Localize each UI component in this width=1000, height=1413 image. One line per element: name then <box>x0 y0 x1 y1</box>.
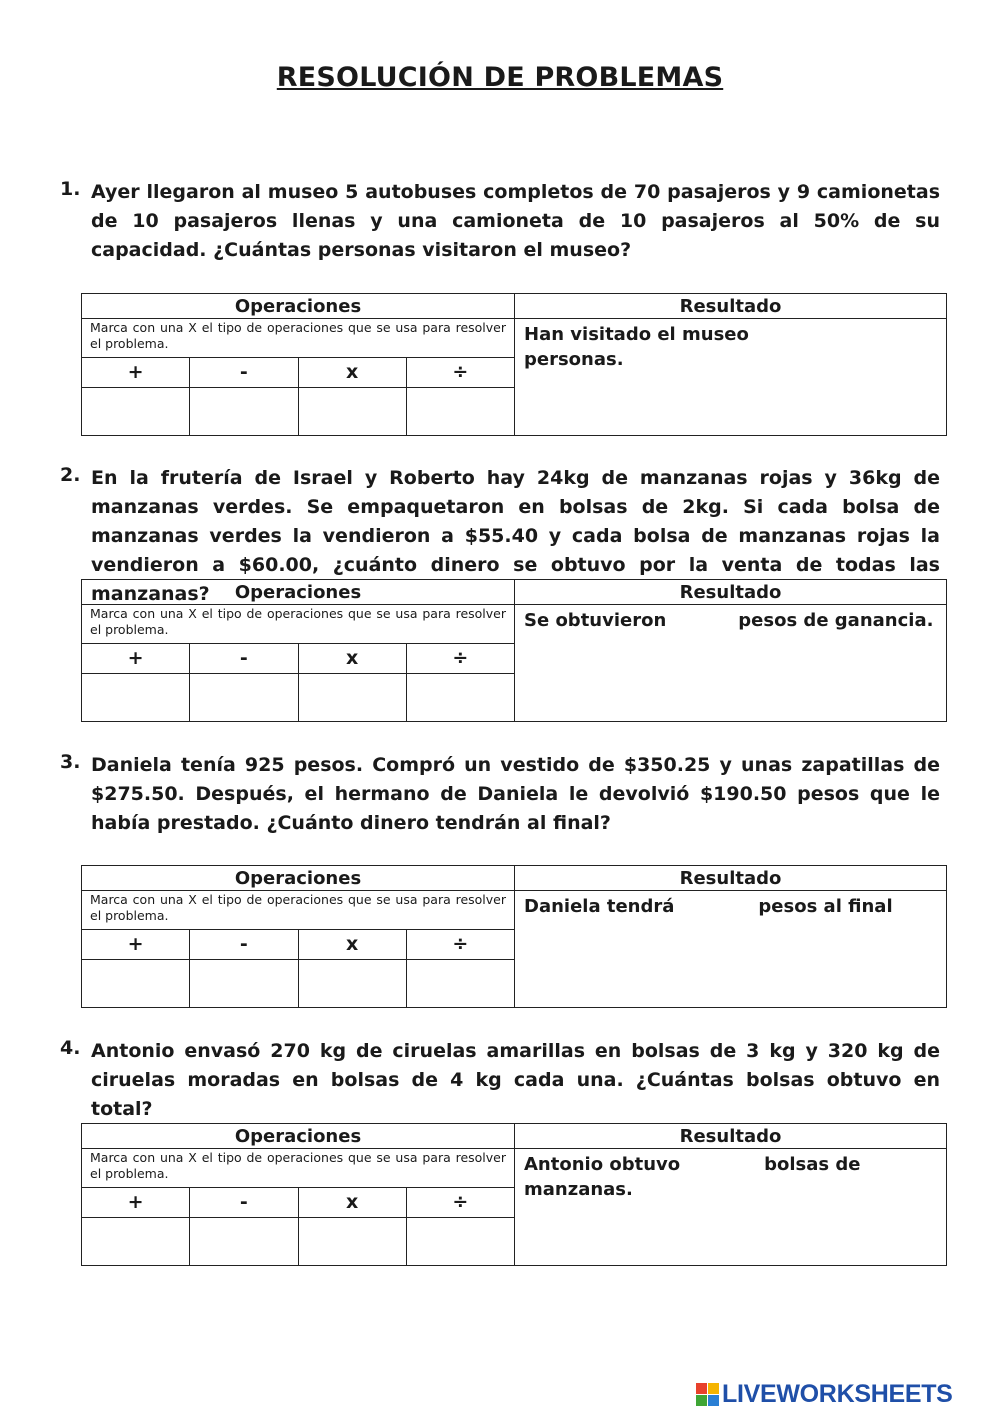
result-header: Resultado <box>515 294 946 319</box>
mark-times-input[interactable] <box>299 1218 407 1265</box>
mark-plus-input[interactable] <box>82 388 190 435</box>
mark-divide-input[interactable] <box>407 388 514 435</box>
problem-text: Antonio envasó 270 kg de ciruelas amarillas en bolsas de 3 kg y 320 kg de ciruelas moradas en bolsas de 4 kg cada una. ¿Cuántas bolsas obtuvo en total? <box>91 1040 940 1120</box>
operation-symbols-row <box>82 930 514 960</box>
problem-number: 2. <box>60 464 81 486</box>
operations-instruction: Marca con una X el tipo de operaciones que se usa para resolver el problema. <box>82 1149 514 1188</box>
problem-number: 1. <box>60 178 81 200</box>
problem-text: Ayer llegaron al museo 5 autobuses completos de 70 pasajeros y 9 camionetas de 10 pasajeros llenas y una camioneta de 10 pasajeros al 50% de su capacidad. ¿Cuántas personas visitaron el museo? <box>91 181 940 261</box>
result-prefix: Han visitado el museo <box>524 324 749 345</box>
op-times-label: x <box>299 358 407 387</box>
logo-square <box>696 1395 707 1406</box>
op-divide-label: ÷ <box>452 647 469 669</box>
op-divide-label: ÷ <box>452 933 469 955</box>
logo-square <box>708 1395 719 1406</box>
result-sentence <box>515 319 946 372</box>
op-times-label: x <box>299 1188 407 1217</box>
result-suffix: pesos de ganancia. <box>738 610 934 631</box>
op-minus-label: - <box>190 358 298 387</box>
logo-square <box>708 1383 719 1394</box>
operations-header: Operaciones <box>82 866 514 891</box>
problem-text: En la frutería de Israel y Roberto hay 24kg de manzanas rojas y 36kg de manzanas verdes. Se empaquetaron en bolsas de 2kg. Si cada bolsa de manzanas verdes la vendieron a $55.40 y cada bolsa de manzanas rojas la vendieron a $60.00, ¿cuánto dinero se obtuvo por la venta de todas las manzanas? <box>91 467 940 605</box>
mark-times-input[interactable] <box>299 388 407 435</box>
op-divide-label: ÷ <box>452 361 469 383</box>
result-prefix: Daniela tendrá <box>524 896 675 917</box>
operations-instruction: Marca con una X el tipo de operaciones que se usa para resolver el problema. <box>82 891 514 930</box>
problem-4-table <box>81 1123 947 1266</box>
page-title: RESOLUCIÓN DE PROBLEMAS <box>276 62 724 93</box>
operation-symbols-row <box>82 1188 514 1218</box>
operations-panel <box>82 294 515 435</box>
operations-instruction: Marca con una X el tipo de operaciones que se usa para resolver el problema. <box>82 605 514 644</box>
mark-plus-input[interactable] <box>82 1218 190 1265</box>
problem-text: Daniela tenía 925 pesos. Compró un vestido de $350.25 y unas zapatillas de $275.50. Después, el hermano de Daniela le devolvió $190.50 pesos que le había prestado. ¿Cuánto dinero tendrán al final? <box>91 754 940 834</box>
operation-symbols-row <box>82 358 514 388</box>
mark-divide-input[interactable] <box>407 1218 514 1265</box>
mark-times-input[interactable] <box>299 960 407 1007</box>
operations-panel <box>82 1124 515 1265</box>
result-prefix: Antonio obtuvo <box>524 1154 681 1175</box>
result-sentence <box>515 891 946 919</box>
result-suffix: bolsas de manzanas. <box>524 1154 861 1200</box>
result-prefix: Se obtuvieron <box>524 610 667 631</box>
mark-divide-input[interactable] <box>407 960 514 1007</box>
operation-symbols-row <box>82 644 514 674</box>
problem-2-table <box>81 579 947 722</box>
operations-header: Operaciones <box>82 580 514 605</box>
operations-panel <box>82 866 515 1007</box>
op-plus-label: + <box>82 1188 190 1217</box>
op-plus-label: + <box>82 930 190 959</box>
logo-square <box>696 1383 707 1394</box>
mark-times-input[interactable] <box>299 674 407 721</box>
mark-minus-input[interactable] <box>190 1218 298 1265</box>
op-times-label: x <box>299 644 407 673</box>
result-panel <box>515 1124 946 1265</box>
op-minus-label: - <box>190 644 298 673</box>
operation-marks-row <box>82 960 514 1007</box>
operations-header: Operaciones <box>82 294 514 319</box>
liveworksheets-brand <box>696 1378 953 1410</box>
mark-plus-input[interactable] <box>82 674 190 721</box>
mark-minus-input[interactable] <box>190 388 298 435</box>
operations-header: Operaciones <box>82 1124 514 1149</box>
op-divide-label: ÷ <box>452 1191 469 1213</box>
result-suffix: pesos al final <box>758 896 893 917</box>
result-header: Resultado <box>515 1124 946 1149</box>
problem-3 <box>60 751 940 838</box>
op-minus-label: - <box>190 930 298 959</box>
op-plus-label: + <box>82 644 190 673</box>
liveworksheets-logo-icon <box>696 1383 719 1406</box>
operations-instruction: Marca con una X el tipo de operaciones que se usa para resolver el problema. <box>82 319 514 358</box>
result-panel <box>515 294 946 435</box>
problem-4 <box>60 1037 940 1124</box>
result-panel <box>515 866 946 1007</box>
op-plus-label: + <box>82 358 190 387</box>
result-sentence <box>515 1149 946 1202</box>
brand-wordmark: LIVEWORKSHEETS <box>722 1379 953 1408</box>
mark-divide-input[interactable] <box>407 674 514 721</box>
op-times-label: x <box>299 930 407 959</box>
operation-marks-row <box>82 1218 514 1265</box>
mark-minus-input[interactable] <box>190 674 298 721</box>
mark-plus-input[interactable] <box>82 960 190 1007</box>
result-header: Resultado <box>515 580 946 605</box>
mark-minus-input[interactable] <box>190 960 298 1007</box>
result-suffix: personas. <box>524 349 624 370</box>
operation-marks-row <box>82 674 514 721</box>
result-panel <box>515 580 946 721</box>
operations-panel <box>82 580 515 721</box>
result-header: Resultado <box>515 866 946 891</box>
problem-number: 3. <box>60 751 81 773</box>
problem-1-table <box>81 293 947 436</box>
op-minus-label: - <box>190 1188 298 1217</box>
operation-marks-row <box>82 388 514 435</box>
problem-1 <box>60 178 940 265</box>
problem-number: 4. <box>60 1037 81 1059</box>
problem-3-table <box>81 865 947 1008</box>
result-sentence <box>515 605 946 633</box>
